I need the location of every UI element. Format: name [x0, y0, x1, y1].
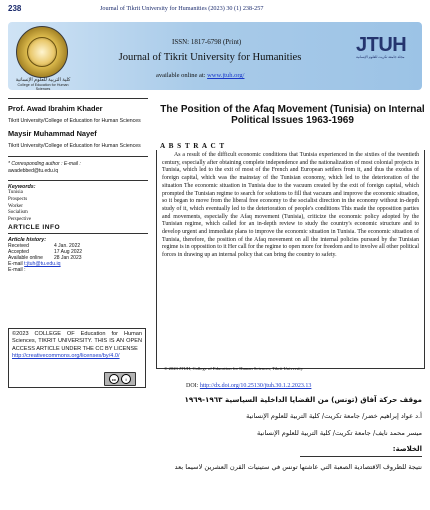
history-date: 28 Jan 2023 [54, 254, 82, 261]
cc-icon: cc [109, 374, 119, 384]
keyword: Socialism [8, 210, 28, 216]
keyword: Tunisia [8, 190, 23, 196]
issn: ISSN: 1817-6798 (Print) [172, 38, 242, 46]
corresponding-label: * Corresponding author : E-mail : [8, 161, 81, 168]
article-sidebar [8, 98, 148, 273]
jtuh-logo [356, 34, 418, 59]
jtuh-logo-subtitle: مجلة جامعة تكريت للعلوم الإنسانية [356, 55, 405, 59]
article-title: The Position of the Afaq Movement (Tunisia) on Internal Political Issues 1963-1969 [160, 104, 425, 127]
license-url-link[interactable]: http://creativecommons.org/licenses/by/4.0/ [12, 353, 120, 360]
journal-citation: Journal of Tikrit University for Humanities (2023) 30 (1) 238-257 [100, 5, 264, 12]
logo-arabic-caption: كلية التربية للعلوم الإنسانية [15, 78, 71, 83]
history-date: 4 Jan. 2022 [54, 242, 81, 249]
author-affiliation: Tikrit University/College of Education for Human Sciences [8, 118, 141, 124]
divider [8, 180, 148, 181]
abstract-text: As a result of the difficult economic conditions that Tunisia experienced in the sixties of the twentieth century, especially after obtaining complete independence and the nationalization of most colonial projects in Tunisia, which led to the exit of most of the French and European settlers from it, and thus the exodus of foreign capital, which was the mainstay of the Tunisian economy, which led to the deterioration of the situation The economic situation in Tunisia due to the vacuum created by the exit of foreign capital, which prompted the Tunisian regime to search for solutions to fill that vacuum and improve the economic situation, so it began to move from the liberal free economy to the socialist direction in the economy without in-depth study of it, which eventually led to the deterioration of people's conditions This made the opposition parties and movements, especially the Afaq movement (Tunisia), criticize the economic policy adopted by the Tunisian regime, which called for an in-depth review to study the country's economic structure and to develop urgent and immediate plans to improve the economic situation in Tunisia. The economic situation of Tunisia, therefore, the position of the Afaq movement on all the internal policies pursued by the Tunisian regime is in opposition to it Her call for the regime to open more for freedom and to involve all other political forces in drawing up an internal policy that can bring the country to safety. [162, 152, 419, 259]
arabic-title: موقف حركة آفاق (تونس) من القضايا الداخلية السياسية ١٩٦٣-١٩٦٩ [184, 395, 422, 404]
history-label: Available online [8, 254, 43, 261]
article-info-heading: ARTICLE INFO [8, 223, 61, 231]
divider [8, 156, 148, 157]
email-second: E-mail : [8, 266, 26, 273]
email-prefix: E-mail [8, 260, 23, 267]
journal-url-link[interactable]: www.jtuh.org/ [207, 72, 245, 79]
history-label: Received [8, 242, 29, 249]
author-affiliation: Tikrit University/College of Education for Human Sciences [8, 143, 141, 150]
copyright-notice: © 2023 JTUH, College of Education for Human Sciences, Tikrit University [164, 366, 303, 371]
by-person-icon: i [121, 374, 131, 384]
arabic-author-2: ميسر محمد نايف/ جامعة تكريت/ كلية التربية للعلوم الإنسانية [257, 429, 422, 437]
divider [8, 98, 148, 99]
available-online [156, 72, 244, 79]
cc-by-badge-icon [104, 372, 136, 386]
doi-prefix: DOI: [186, 383, 200, 389]
divider [300, 456, 422, 457]
article-history-label: Article history: [8, 236, 47, 243]
author-name: Maysir Muhammad Nayef [8, 129, 97, 139]
license-text: ©2023 COLLEGE OF Education for Human Sciences, TIKRIT UNIVERSITY. THIS IS AN OPEN ACCESS ARTICLE UNDER THE CC BY LICENSE [12, 331, 142, 352]
available-prefix: available online at: [156, 72, 208, 79]
keyword: Worker [8, 203, 23, 209]
keywords-heading: Keywords: [8, 184, 36, 191]
logo-english-caption: College of Education for Human Sciences [17, 83, 69, 91]
journal-title: Journal of Tikrit University for Humanities [118, 52, 302, 63]
abstract-heading: A B S T R A C T [160, 142, 226, 150]
keyword: Prospects [8, 196, 28, 202]
divider [8, 233, 148, 234]
doi-link[interactable]: http://dx.doi.org/10.25130/jtuh.30.1.2.2023.13 [199, 383, 312, 389]
college-logo-center-icon [27, 37, 57, 67]
jtuh-logo-text: JTUH [356, 34, 407, 56]
arabic-summary-text: نتيجة للظروف الاقتصادية الصعبة التي عاشتها تونس في ستينيات القرن العشرين لاسيما بعد [174, 463, 422, 471]
arabic-summary-heading: الخلاصة: [392, 445, 422, 453]
corresponding-email: awadebbed@tu.edu.iq [8, 168, 59, 175]
history-label: Accepted [8, 248, 29, 255]
keyword: Perspective [8, 217, 32, 223]
page-number: 238 [8, 4, 22, 13]
history-date: 17 Aug 2022 [54, 248, 83, 255]
doi [186, 383, 311, 389]
author-name: Prof. Awad Ibrahim Khader [8, 104, 103, 113]
arabic-author-1: أ.د عواد إبراهيم خضر/ جامعة تكريت/ كلية التربية للعلوم الإنسانية [246, 412, 422, 420]
journal-email-link[interactable]: t:jtuh@tu.edu.iq [24, 260, 61, 267]
